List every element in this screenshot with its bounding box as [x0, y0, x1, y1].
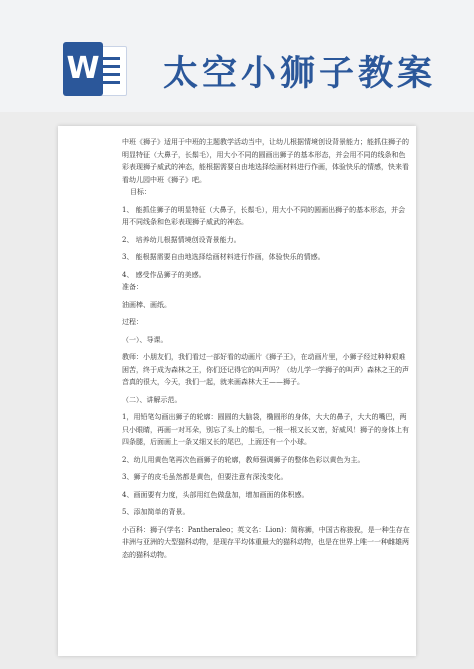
paragraph-intro: 中班《狮子》适用于中班的主题教学活动当中，让幼儿根据情境创设背景能力；能抓住狮子的明显特征（大鼻子，长鬃毛），用大小不同的圆画出狮子的基本形态，并会用不同的线条和色彩表现狮子威武的神态，能根据需要自由地选择绘画材料进行作画，体验快乐的情感，快来看看幼儿园中班《狮子》吧。	[122, 138, 409, 184]
goal-2: 2、 培养幼儿根据情境创设背景能力。	[122, 235, 241, 244]
word-icon	[63, 42, 127, 96]
word-letter: W	[63, 42, 103, 96]
step-1: 1，用铅笔勾画出狮子的轮廓：圆圆的大脑袋，椭圆形的身体，大大的鼻子，大大的嘴巴，两只小眼睛，再画一对耳朵，别忘了头上的鬃毛，一根一根又长又密，好威风！狮子的身体上有四条腿，后面画上一条又细又长的尾巴，上面还有一个小球。	[122, 413, 409, 446]
teacher-intro: 教师：小朋友们，我们看过一部好看的动画片《狮子王》，在动画片里，小狮子经过种种艰难困苦，终于成为森林之王，你们还记得它的叫声吗？（幼儿学一学狮子的叫声）森林之王的声音真的很大，今天，我们一起，就来画森林大王——狮子。	[122, 353, 409, 386]
heading-prep: 准备：	[122, 283, 143, 291]
heading-process: 过程：	[122, 318, 143, 326]
goal-4: 4、 感受作品狮子的美感。	[122, 270, 206, 279]
header-banner	[0, 0, 474, 112]
goal-1: 1、 能抓住狮子的明显特征（大鼻子，长鬃毛），用大小不同的圆画出狮子的基本形态，并会用不同线条和色彩表现狮子威武的神态。	[122, 205, 406, 226]
page-title: 太空小狮子教案	[163, 54, 437, 94]
document-page	[58, 126, 416, 656]
document-body	[122, 136, 412, 561]
step-3: 3、狮子的皮毛虽然都是黄色，但要注意有深浅变化。	[122, 473, 288, 481]
step-5: 5、添加简单的背景。	[122, 508, 190, 516]
goal-3: 3、 能根据需要自由地选择绘画材料进行作画，体验快乐的情感。	[122, 253, 325, 261]
heading-goals: 目标：	[130, 188, 151, 196]
encyclopedia-note: 小百科：狮子(学名：Pantheraleo；英文名：Lion)：简称狮，中国古称狻猊，是一种生存在非洲与亚洲的大型猫科动物，是现存平均体重最大的猫科动物，也是在世界上唯一一种雌雄两态的猫科动物。	[122, 525, 410, 559]
section-1-title: （一）、导课。	[122, 335, 168, 344]
step-4: 4、画面要有力度，头部用红色做盘加，增加画面的体积感。	[122, 490, 309, 499]
section-2-title: （二）、讲解示范。	[122, 395, 182, 404]
step-2: 2、幼儿用黄色笔再次色画狮子的轮廓，教师强调狮子的整体色彩以黄色为主。	[122, 455, 365, 464]
prep-materials: 油画棒、画纸。	[122, 300, 171, 309]
